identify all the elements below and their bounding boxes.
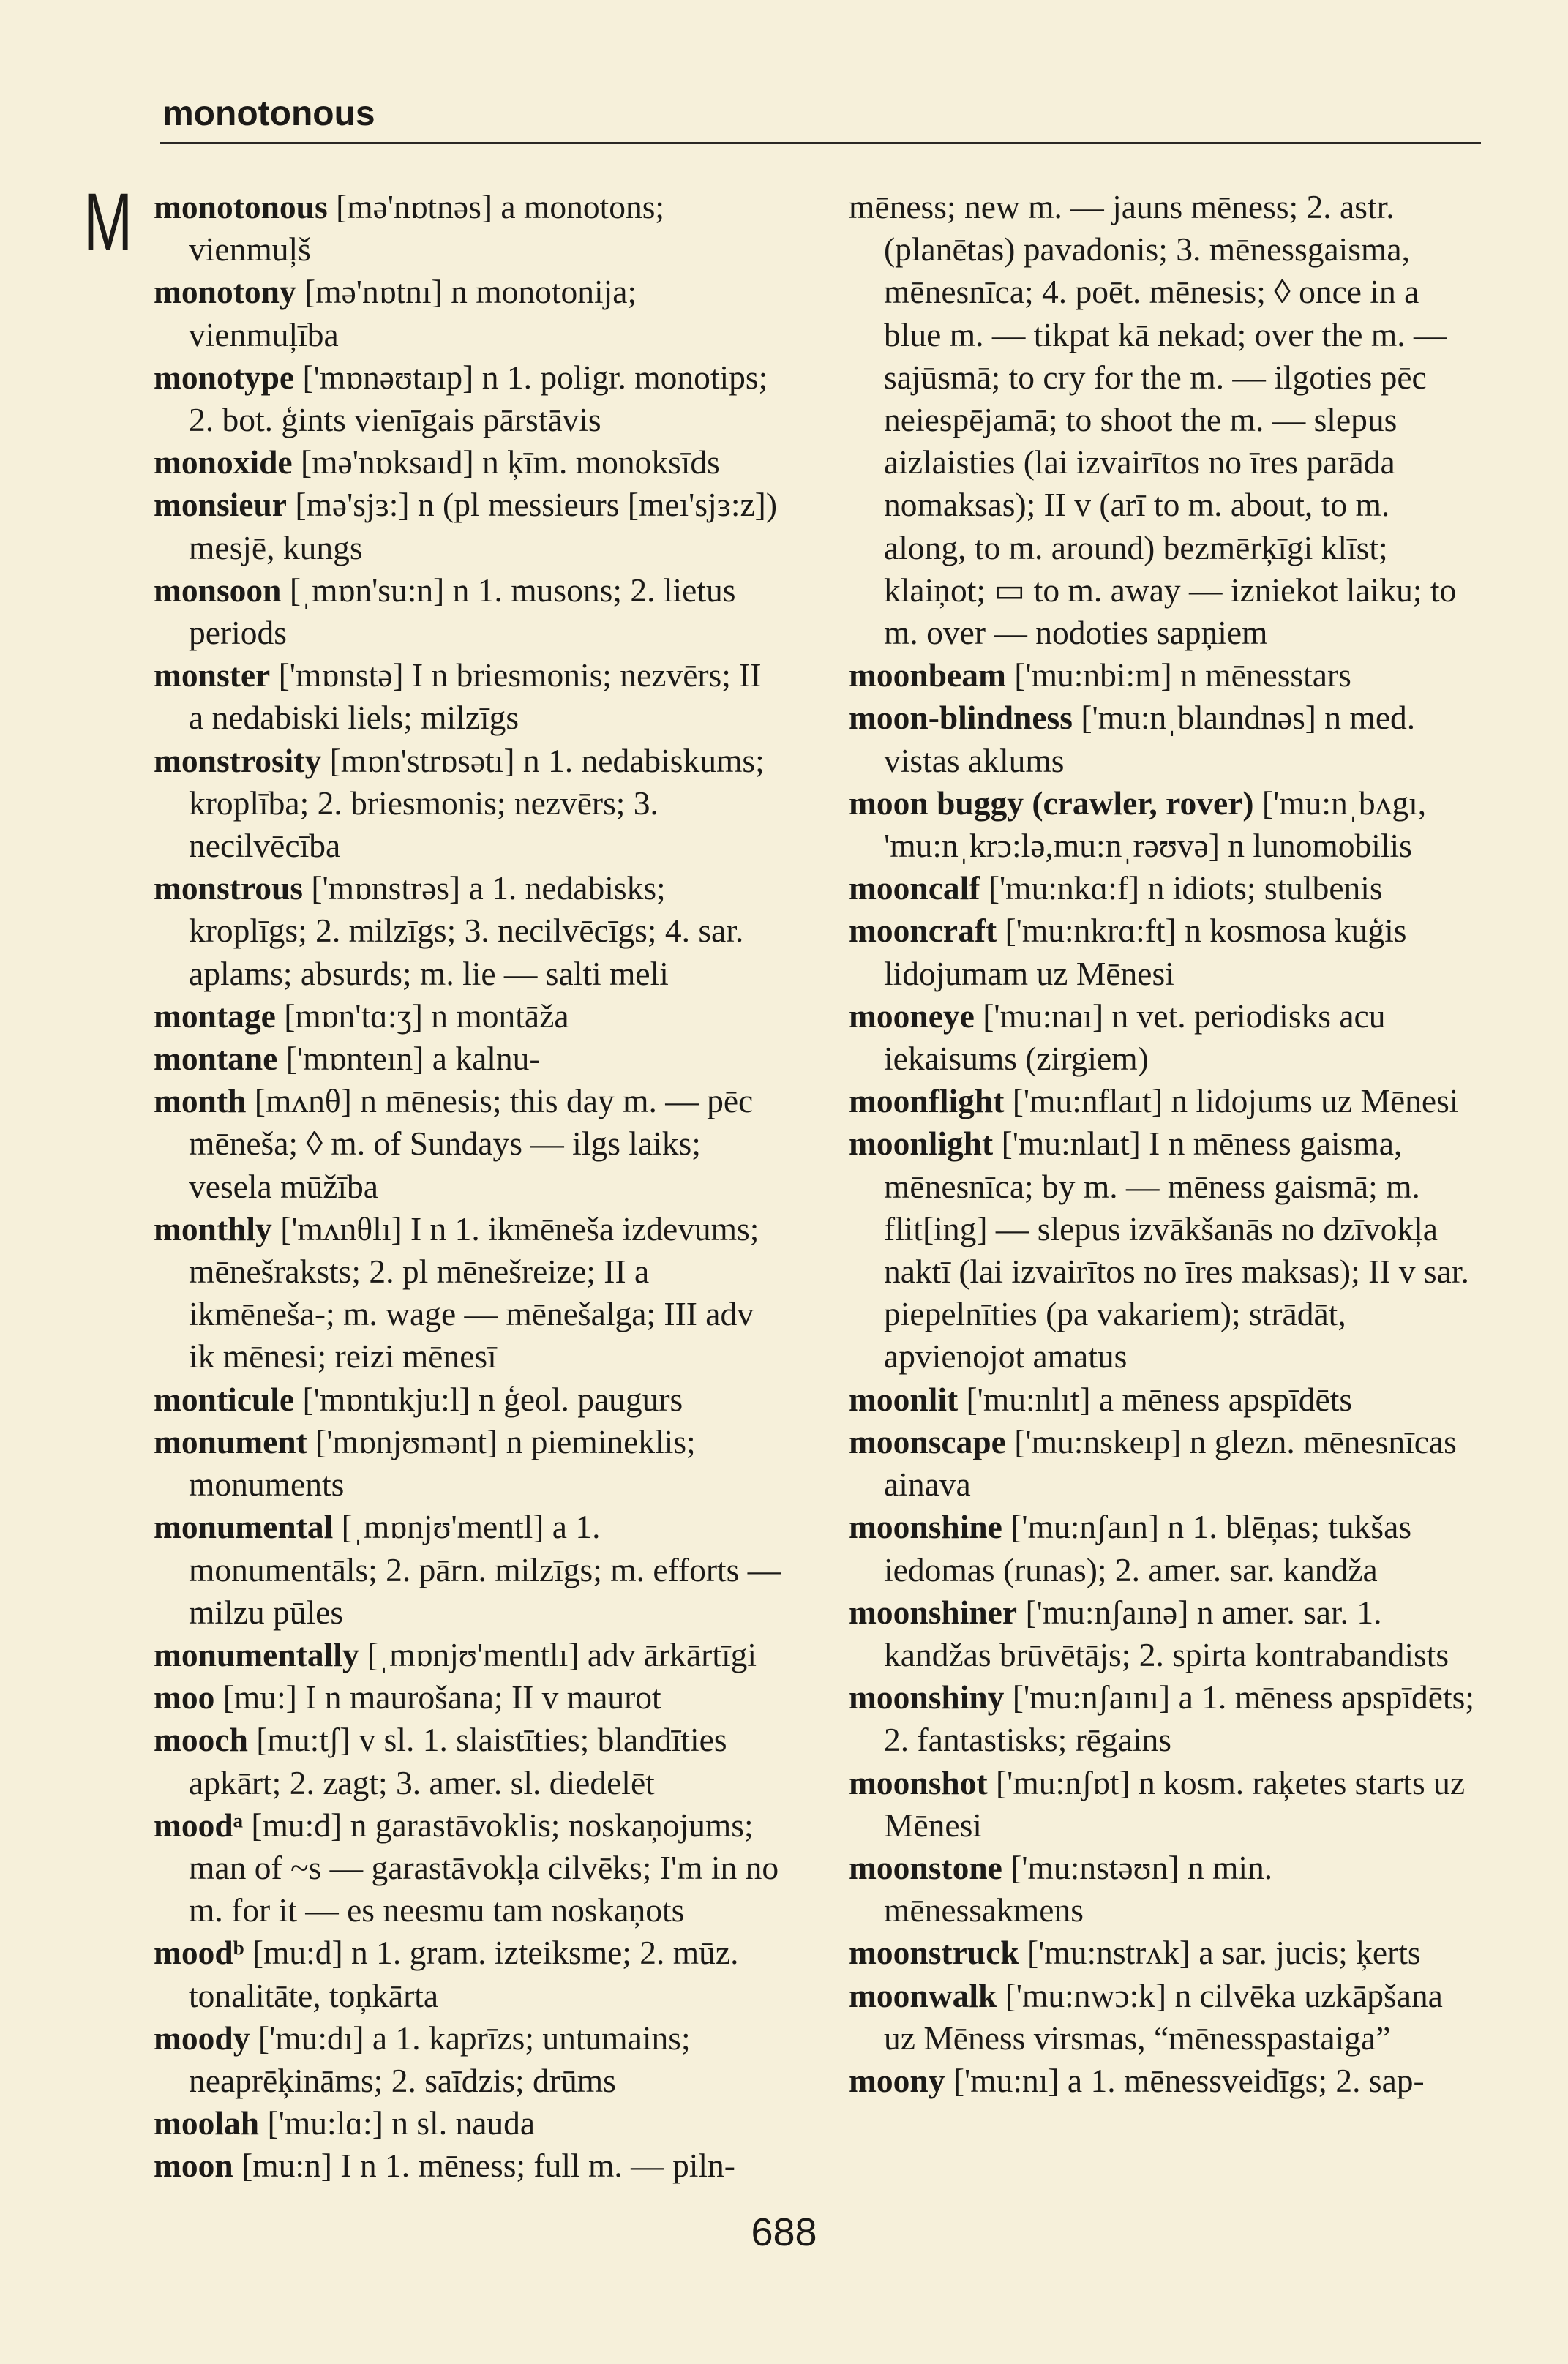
entry-headword: moodᵇ [154,1934,244,1972]
entry-headword: monotonous [154,188,328,225]
dictionary-entry [154,2102,783,2145]
dictionary-entry [154,1506,783,1634]
entry-definition: ['mu:nı] a 1. mēnessveidīgs; 2. sap- [945,2061,1425,2099]
dictionary-entry [849,1080,1478,1122]
entry-definition: ['mɒnteın] a kalnu- [277,1040,541,1078]
entry-headword: mooch [154,1721,248,1759]
dictionary-entry [154,1421,783,1506]
entry-definition: ['mu:nstəʊn] n min. mēnessakmens [884,1848,1273,1929]
entry-definition: ['mu:nkrɑ:ft] n kosmosa kuģis lidojumam uz Mēnesi [884,912,1407,992]
entry-headword: moodᵃ [154,1806,243,1844]
entry-definition: ['mu:lɑ:] n sl. nauda [259,2104,536,2142]
entry-definition: ['mu:nkɑ:f] n idiots; stulbenis [980,869,1383,907]
entry-headword: moonflight [849,1082,1005,1120]
dictionary-entry [154,2017,783,2102]
entry-definition: ['mu:nˌblaındnəs] n med. vistas aklums [884,699,1416,779]
dictionary-entry [154,654,783,739]
entry-definition: [ˌmɒn'su:n] n 1. musons; 2. lietus periods [189,571,736,652]
entry-definition: [mu:n] I n 1. mēness; full m. — piln- [233,2147,735,2185]
dictionary-entry [849,1506,1478,1591]
entry-definition: ['mu:nlaıt] I n mēness gaisma, mēnesnīca; by m. — mēness gaismā; m. flit[ing] — slepus izvākšanās no dzīvokļa naktī (lai izvairītos no īres maksas); II v sar. piepelnīties (pa vakariem); strādāt, apvienojot amatus [884,1125,1469,1376]
dictionary-entry [154,1932,783,2016]
entry-definition: ['mu:naı] n vet. periodisks acu iekaisums (zirgiem) [884,997,1386,1078]
entry-headword: monumentally [154,1635,359,1673]
entry-headword: monstrous [154,869,303,907]
entry-headword: mooneye [849,997,975,1035]
dictionary-entry [849,654,1478,697]
left-column [154,186,783,2188]
entry-headword: moonscape [849,1422,1006,1460]
entry-headword: moonstruck [849,1934,1019,1972]
entry-headword: moonstone [849,1848,1002,1886]
entry-headword: moonlight [849,1125,994,1163]
entry-headword: moonbeam [849,656,1006,694]
entry-headword: monotype [154,358,295,396]
entry-definition: ['mɒnjʊmənt] n piemineklis; monuments [189,1422,696,1504]
dictionary-entry [154,1804,783,1932]
entry-headword: moonshine [849,1508,1002,1546]
dictionary-entry [849,1378,1478,1421]
dictionary-entry [154,271,783,356]
page-number: 688 [751,2210,817,2254]
header-rule [160,142,1481,144]
dictionary-entry [849,1975,1478,2060]
entry-headword: moolah [154,2104,260,2142]
entry-headword: moon-blindness [849,699,1073,737]
entry-headword: montane [154,1040,278,1078]
right-column [849,186,1478,2102]
entry-headword: monsoon [154,571,282,609]
dictionary-entry [849,782,1478,867]
dictionary-entry [849,867,1478,909]
entry-definition: ['mɒnstrəs] a 1. nedabisks; kroplīgs; 2. milzīgs; 3. necilvēcīgs; 4. sar. aplams; absurds; m. lie — salti meli [189,869,744,992]
entry-headword: moon buggy (crawler, rover) [849,784,1254,822]
entry-headword: month [154,1082,247,1120]
entry-headword: monumental [154,1508,334,1546]
entry-definition: mēness; new m. — jauns mēness; 2. astr. (planētas) pavadonis; 3. mēnessgaisma, mēnesnīca; 4. poēt. mēnesis; ◊ once in a blue m. — tikpat kā nekad; over the m. — sajūsmā; to cry for the m. — ilgoties pēc neiespējamā; to shoot the m. — slepus aizlaisties (lai izvairītos no īres parāda nomaksas); II v (arī to m. about, to m. along, to m. around) bezmērķīgi klīst; klaiņot; ▭ to m. away — izniekot laiku; to m. over — nodoties sapņiem [849,188,1457,652]
entry-headword: monstrosity [154,741,322,779]
entry-definition: ['mɒnəʊtaıp] n 1. poligr. monotips; 2. bot. ģints vienīgais pārstāvis [189,358,768,439]
dictionary-entry [154,740,783,868]
dictionary-entry [849,697,1478,781]
entry-definition: [mu:d] n 1. gram. izteiksme; 2. mūz. tonalitāte, toņkārta [189,1934,739,2014]
dictionary-entry [154,1634,783,1676]
entry-definition: ['mu:nʃaın] n 1. blēņas; tukšas iedomas (runas); 2. amer. sar. kandža [884,1508,1412,1588]
dictionary-entry [849,1591,1478,1676]
entry-headword: moonlit [849,1380,959,1418]
entry-definition: [mɒn'strɒsətı] n 1. nedabiskums; kroplība; 2. briesmonis; nezvērs; 3. necilvēcība [189,741,765,865]
entry-headword: moonshiny [849,1678,1005,1716]
dictionary-entry [154,867,783,995]
dictionary-entry [849,1421,1478,1506]
entry-headword: moon [154,2147,233,2185]
entry-definition: ['mɒnstə] I n briesmonis; nezvērs; II a nedabiski liels; milzīgs [189,656,762,737]
entry-headword: mooncalf [849,869,980,907]
dictionary-entry [849,995,1478,1080]
entry-definition: [ˌmɒnjʊ'mentl] a 1. monumentāls; 2. pārn. milzīgs; m. efforts — milzu pūles [189,1508,781,1631]
entry-headword: monster [154,656,271,694]
entry-definition: [mu:tʃ] v sl. 1. slaistīties; blandīties apkārt; 2. zagt; 3. amer. sl. diedelēt [189,1721,727,1801]
entry-definition: [mu:] I n maurošana; II v maurot [214,1678,661,1716]
entry-headword: moo [154,1678,215,1716]
entry-definition: ['mu:nbi:m] n mēnesstars [1005,656,1351,694]
dictionary-entry [154,441,783,484]
dictionary-entry [849,1847,1478,1932]
dictionary-entry [154,1208,783,1378]
dictionary-entry [849,2060,1478,2102]
entry-definition: ['mu:nflaıt] n lidojums uz Mēnesi [1004,1082,1459,1120]
entry-definition: ['mu:dı] a 1. kaprīzs; untumains; neaprēķināms; 2. saīdzis; drūms [189,2019,691,2099]
entry-headword: moony [849,2061,945,2099]
dictionary-entry [154,569,783,654]
entry-definition: ['mʌnθlı] I n 1. ikmēneša izdevums; mēnešraksts; 2. pl mēnešreize; II a ikmēneša-; m. wage — mēnešalga; III adv ik mēnesi; reizi mēnesī [189,1209,759,1376]
entry-definition: ['mu:nwɔ:k] n cilvēka uzkāpšana uz Mēness virsmas, “mēnesspastaiga” [884,1976,1443,2057]
entry-headword: mooncraft [849,912,997,950]
dictionary-entry [849,1676,1478,1761]
dictionary-entry [154,1719,783,1804]
entry-headword: moonshot [849,1763,988,1801]
entry-definition: ['mɒntıkju:l] n ģeol. paugurs [294,1380,683,1418]
entry-definition: [mə'nɒtnəs] a monotons; vienmuļš [189,188,665,269]
entry-definition: [mə'sjɜ:] n (pl messieurs [meı'sjɜ:z]) mesjē, kungs [189,486,777,566]
entry-definition: ['mu:nʃɒt] n kosm. raķetes starts uz Mēnesi [884,1763,1466,1844]
dictionary-entry [154,1037,783,1080]
entry-headword: monoxide [154,443,293,481]
dictionary-entry [849,1122,1478,1378]
entry-headword: moody [154,2019,250,2057]
entry-headword: moonwalk [849,1976,997,2014]
entry-definition: ['mu:nʃaını] a 1. mēness apspīdēts; 2. fantastisks; rēgains [884,1678,1474,1759]
entry-definition: [ˌmɒnjʊ'mentlı] adv ārkārtīgi [359,1635,757,1673]
section-letter: M [83,176,133,268]
entry-definition: ['mu:nskeıp] n glezn. mēnesnīcas ainava [884,1422,1457,1504]
running-head: monotonous [162,94,375,133]
entry-definition: [mɒn'tɑ:ʒ] n montāža [275,997,569,1035]
dictionary-entry [154,1676,783,1719]
dictionary-entry [154,1378,783,1421]
dictionary-entry [849,909,1478,994]
entry-definition: [mə'nɒtnı] n monotonija; vienmuļība [189,273,637,353]
dictionary-entry [154,995,783,1037]
dictionary-entry [849,1932,1478,1974]
entry-definition: ['mu:nˌbʌgı, 'mu:nˌkrɔ:lə,mu:nˌrəʊvə] n lunomobilis [884,784,1427,865]
entry-headword: monotony [154,273,296,311]
entry-definition: ['mu:nlıt] a mēness apspīdēts [958,1380,1353,1418]
dictionary-entry [154,186,783,271]
entry-headword: monument [154,1422,307,1460]
dictionary-entry [154,1080,783,1208]
entry-definition: [mʌnθ] n mēnesis; this day m. — pēc mēneša; ◊ m. of Sundays — ilgs laiks; vesela mūžība [189,1082,754,1205]
entry-definition: ['mu:nstrʌk] a sar. jucis; ķerts [1019,1934,1421,1972]
dictionary-entry [154,356,783,441]
entry-headword: montage [154,997,276,1035]
entry-definition: [mu:d] n garastāvoklis; noskaņojums; man of ~s — garastāvokļa cilvēks; I'm in no m. for it — es neesmu tam noskaņots [189,1806,779,1929]
dictionary-entry [849,186,1478,654]
entry-headword: monticule [154,1380,295,1418]
entry-headword: moonshiner [849,1593,1018,1631]
dictionary-entry [154,484,783,569]
entry-headword: monsieur [154,486,287,524]
entry-definition: ['mu:nʃaınə] n amer. sar. 1. kandžas brūvētājs; 2. spirta kontrabandists [884,1593,1449,1673]
dictionary-entry [849,1762,1478,1847]
dictionary-entry [154,2145,783,2187]
entry-headword: monthly [154,1209,272,1247]
entry-definition: [mə'nɒksaıd] n ķīm. monoksīds [292,443,720,481]
